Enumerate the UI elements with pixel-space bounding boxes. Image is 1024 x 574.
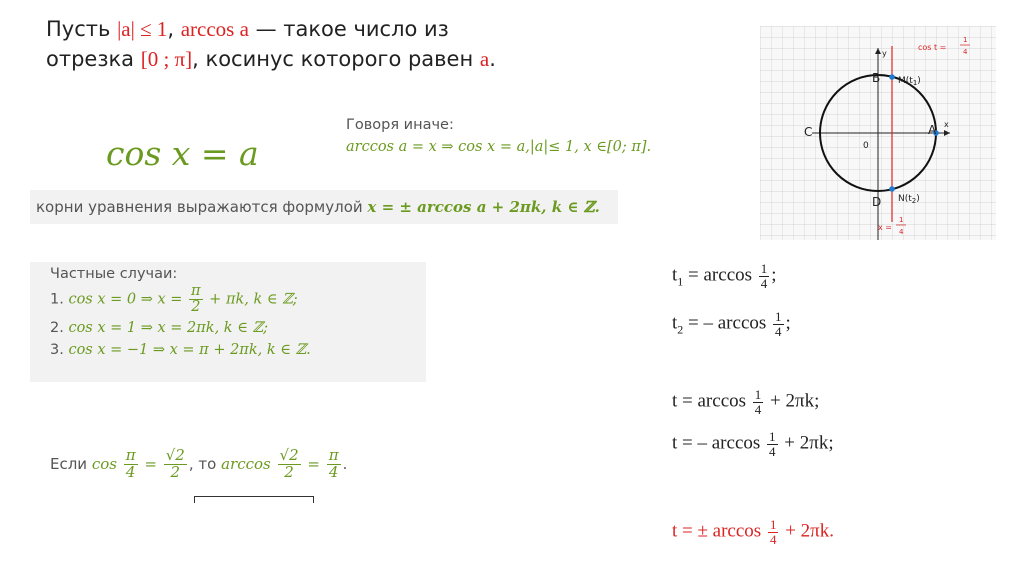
case-number: 3. <box>50 342 69 358</box>
equation-t3 <box>672 388 819 416</box>
fraction-den: 4 <box>328 462 339 481</box>
point-n <box>889 186 895 192</box>
fraction-den: 4 <box>754 401 762 417</box>
example-eq: = <box>302 454 325 473</box>
fraction-den: 2 <box>191 299 201 316</box>
fraction <box>773 310 784 338</box>
otherwise-label: Говоря иначе: <box>346 117 454 133</box>
eq-text: = – arccos <box>683 312 772 334</box>
special-title: Частные случаи: <box>50 266 178 282</box>
label-d: D <box>872 195 882 209</box>
special-cases-box <box>30 262 426 382</box>
fraction-num: π <box>125 446 136 464</box>
fraction-den: 4 <box>775 323 782 339</box>
fraction-den: 4 <box>760 275 768 291</box>
underline-bracket <box>194 496 314 503</box>
eq-text: t <box>672 312 678 334</box>
eq-sub: 1 <box>677 274 684 289</box>
otherwise-block <box>346 114 651 158</box>
interval: [0 ; π] <box>140 47 193 71</box>
case-text: cos x = 0 ⇒ x = <box>68 291 188 308</box>
label-a: A <box>928 123 937 137</box>
fraction-den: 4 <box>769 531 777 547</box>
fraction-num: 1 <box>754 387 762 402</box>
eq-sub: 2 <box>677 322 684 337</box>
label-cos-den: 4 <box>963 48 968 56</box>
main-equation: cos x = a <box>106 134 259 173</box>
case-number: 2. <box>50 320 69 336</box>
fraction <box>327 448 341 481</box>
fraction-num: π <box>191 283 201 299</box>
example-eq: = <box>139 454 162 473</box>
example-cos: cos <box>91 454 117 473</box>
fraction <box>767 430 778 458</box>
fraction-num: π <box>328 446 339 464</box>
label-n: $N(t_2)$ <box>898 194 920 205</box>
eq-text: t = – arccos <box>672 432 766 454</box>
fraction-num: 1 <box>760 261 768 276</box>
label-y: y <box>882 49 887 58</box>
fraction-den: 4 <box>125 462 136 481</box>
fraction <box>164 448 187 481</box>
fraction-num: 1 <box>769 517 777 532</box>
condition-abs-a: |a| ≤ 1 <box>117 17 168 41</box>
intro-text: , <box>167 17 181 41</box>
value-a: a <box>479 47 490 71</box>
special-case-1 <box>50 284 298 315</box>
fraction-den: 4 <box>769 443 776 459</box>
otherwise-formula: arccos a = x ⇒ cos x = a,|a|≤ 1, x ∈[0; π]. <box>346 139 652 155</box>
equation-t-general <box>672 518 834 546</box>
case-text: cos x = −1 ⇒ x = π + 2πk, k ∈ ℤ. <box>68 342 311 358</box>
label-x-num: 1 <box>899 216 904 224</box>
roots-box <box>30 190 618 224</box>
eq-text: + 2πk; <box>779 432 834 454</box>
label-cos-num: 1 <box>963 36 968 44</box>
case-text: + πk, k ∈ ℤ; <box>204 291 298 308</box>
eq-text: + 2πk; <box>765 390 820 412</box>
fraction <box>278 448 301 481</box>
case-text: cos x = 1 ⇒ x = 2πk, k ∈ ℤ; <box>68 320 269 336</box>
intro-line-1 <box>46 14 566 44</box>
example-arccos: arccos <box>221 454 271 473</box>
equation-t4 <box>672 430 834 458</box>
unit-circle-svg <box>760 26 996 240</box>
fraction <box>124 448 138 481</box>
fraction <box>753 388 764 416</box>
label-c: C <box>804 125 813 139</box>
eq-text: t <box>672 264 678 286</box>
equation-t2 <box>672 310 791 338</box>
unit-circle-figure <box>760 26 996 240</box>
fraction-den: 2 <box>170 462 181 481</box>
example-text: , то <box>188 454 222 473</box>
special-case-3 <box>50 342 311 358</box>
label-x: x <box>944 120 949 129</box>
special-case-2 <box>50 320 268 336</box>
fraction-den: 2 <box>284 462 294 481</box>
eq-text: ; <box>785 312 791 334</box>
example-line <box>50 448 347 481</box>
intro-text: — такое число из <box>248 17 449 41</box>
label-x-eq: x = <box>878 223 892 232</box>
intro-paragraph <box>46 14 566 74</box>
fraction <box>768 518 779 546</box>
equation-t1 <box>672 262 777 290</box>
label-cos-t: cos t = <box>918 43 947 52</box>
label-x-den: 4 <box>899 228 904 236</box>
label-origin: 0 <box>863 141 869 151</box>
example-text: . <box>342 454 348 473</box>
eq-text: t = ± arccos <box>672 520 766 542</box>
label-b: B <box>872 71 881 85</box>
fraction <box>189 284 203 315</box>
label-m: $M(t_1)$ <box>898 76 921 87</box>
eq-text: = arccos <box>683 264 757 286</box>
intro-text: , косинус которого равен <box>192 47 480 71</box>
roots-formula: x = ± arccos a + 2πk, k ∈ ℤ. <box>367 198 600 216</box>
fraction-num: 1 <box>775 309 782 324</box>
eq-text: t = arccos <box>672 390 751 412</box>
roots-text: корни уравнения выражаются формулой <box>36 198 368 216</box>
eq-text: + 2πk. <box>780 520 835 542</box>
arccos-a: arccos a <box>180 17 249 41</box>
example-text: Если <box>50 454 92 473</box>
fraction <box>759 262 770 290</box>
fraction-num: 1 <box>769 429 776 444</box>
intro-text: отрезка <box>46 47 141 71</box>
intro-text: . <box>489 47 496 71</box>
case-number: 1. <box>50 291 69 308</box>
fraction-num: √2 <box>279 446 299 464</box>
intro-text: Пусть <box>46 17 118 41</box>
eq-text: ; <box>771 264 777 286</box>
point-m <box>889 74 895 80</box>
intro-line-2 <box>46 44 566 74</box>
fraction-num: √2 <box>165 446 185 464</box>
